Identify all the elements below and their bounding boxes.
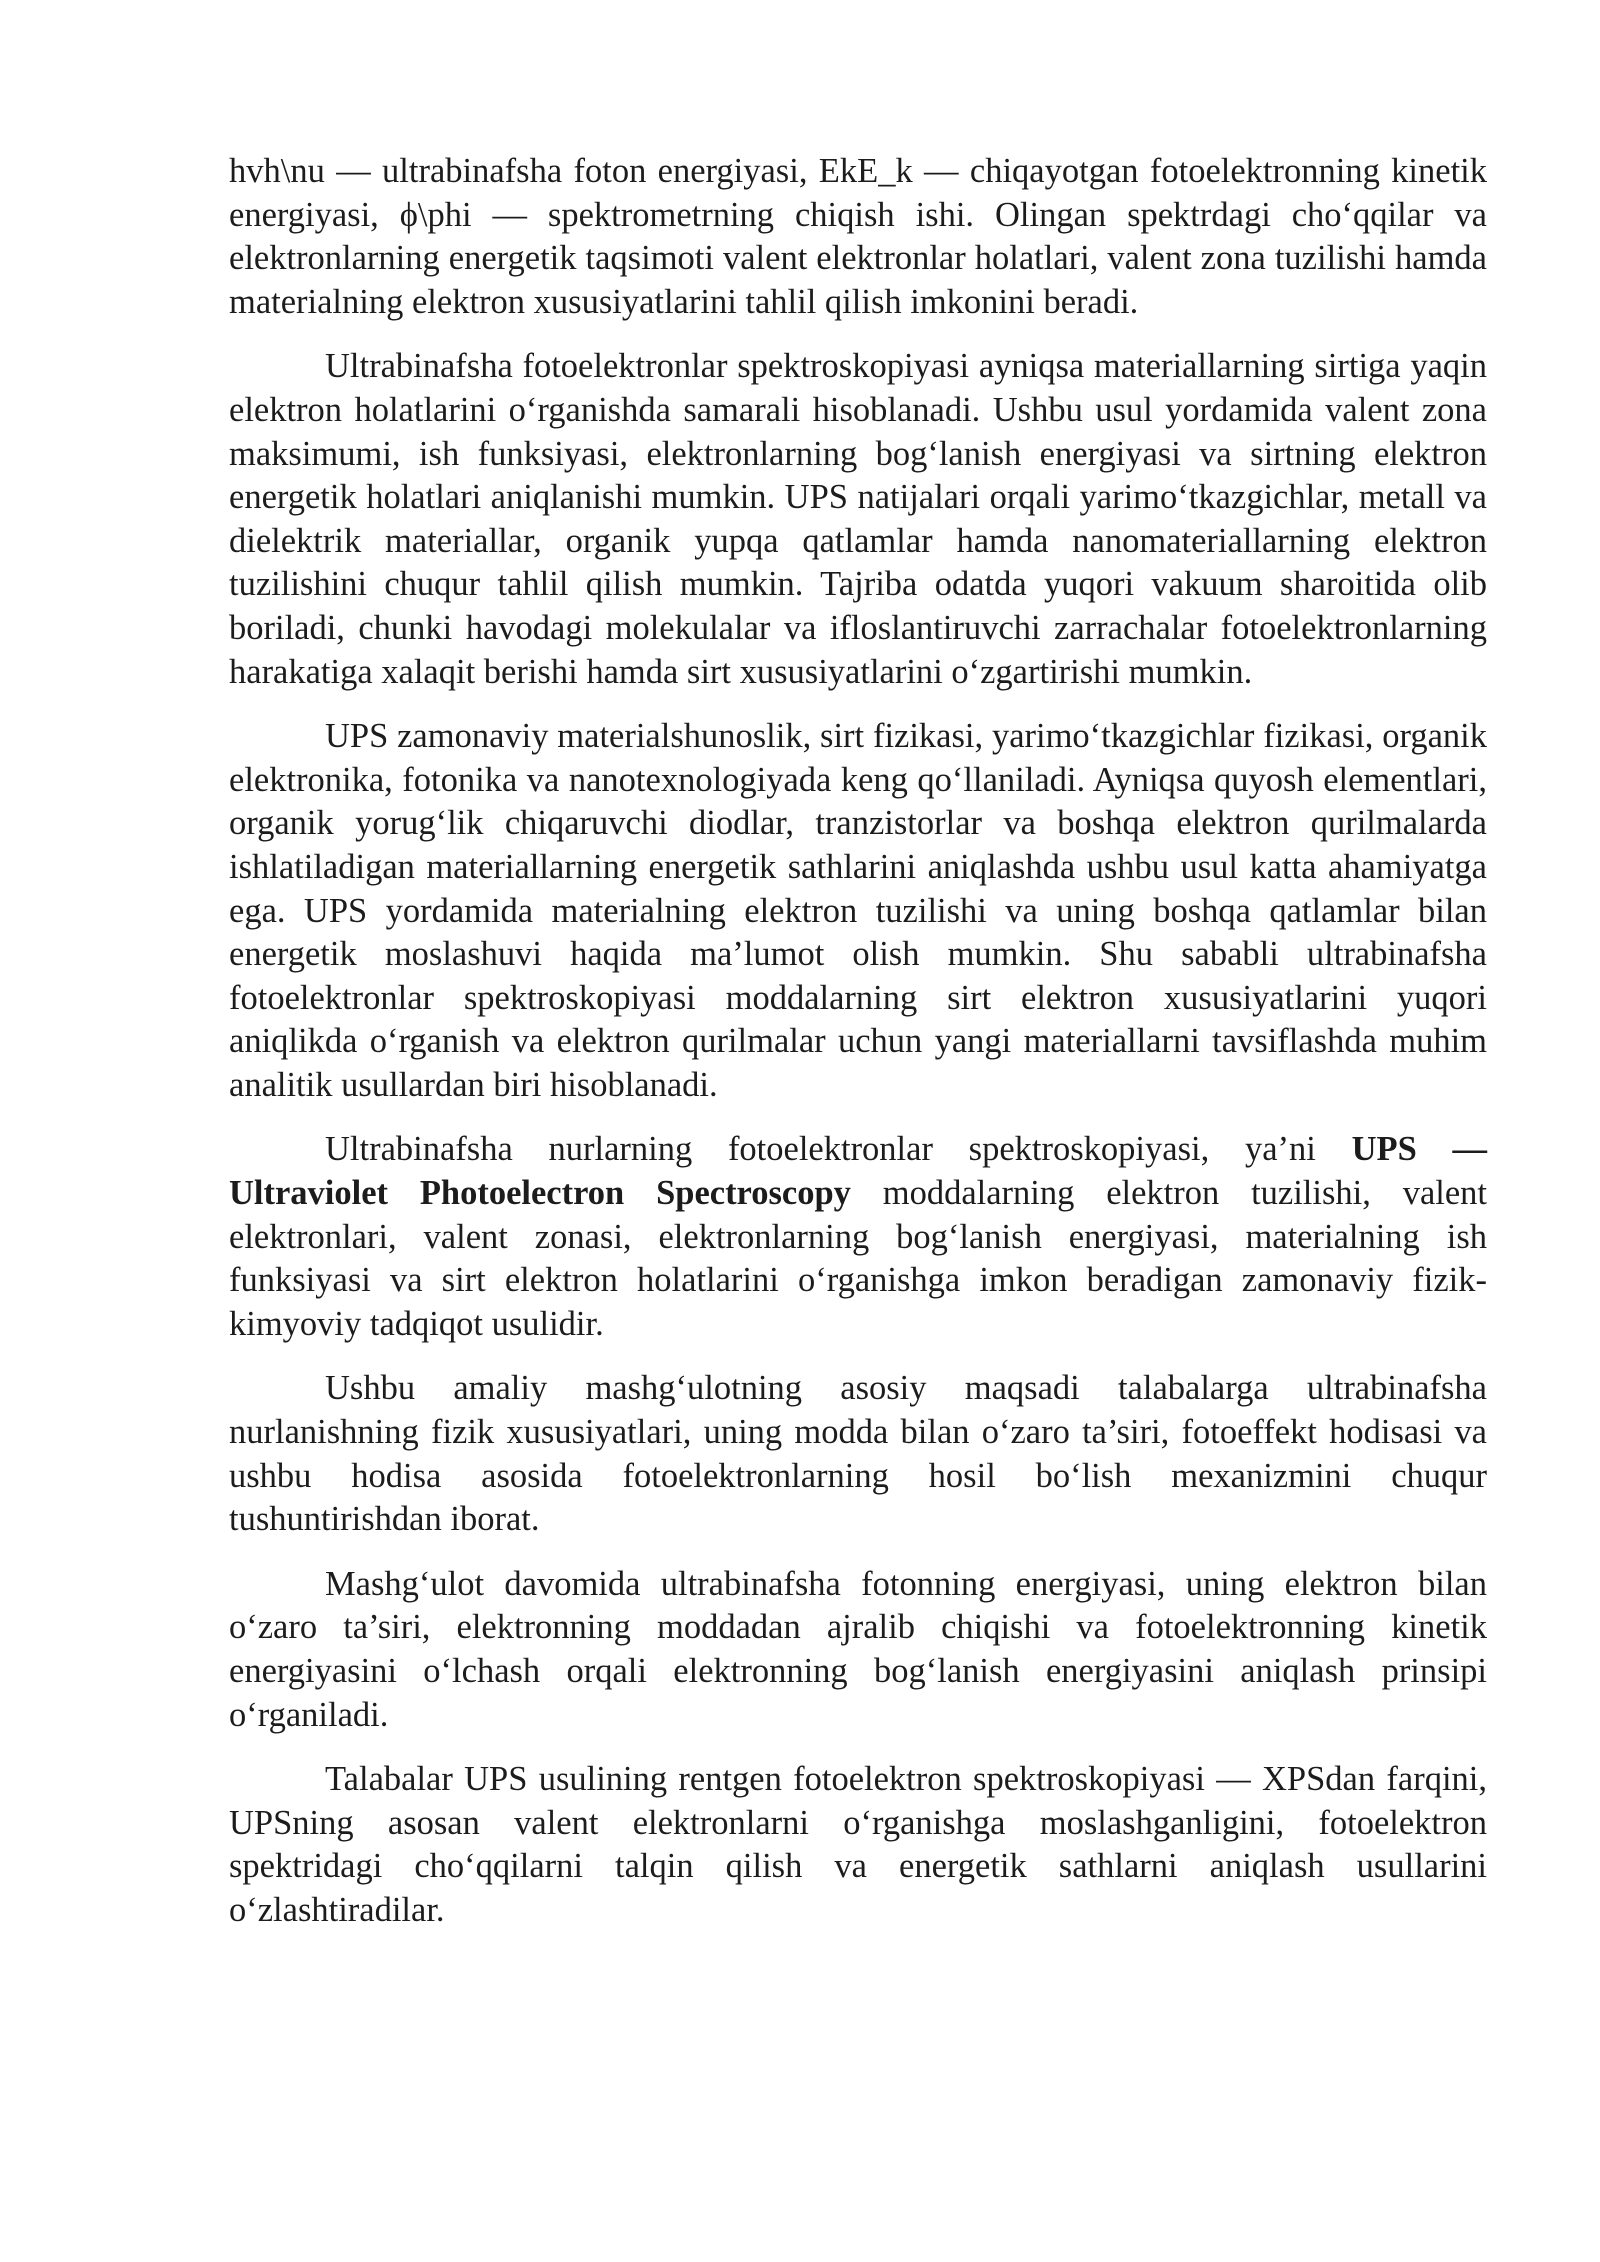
paragraph-4-lead: Ultrabinafsha nurlarning fotoelektronlar spektroskopiyasi, ya’ni <box>325 1130 1352 1169</box>
paragraph-2: Ultrabinafsha fotoelektronlar spektroskopiyasi ayniqsa materiallarning sirtiga yaqin elektron holatlarini o‘rganishda samarali hisoblanadi. Ushbu usul yordamida valent zona maksimumi, ish funksiyasi, elektronlarning bog‘lanish energiyasi va sirtning elektron energetik holatlari aniqlanishi mumkin. UPS natijalari orqali yarimo‘tkazgichlar, metall va dielektrik materiallar, organik yupqa qatlamlar hamda nanomateriallarning elektron tuzilishini chuqur tahlil qilish mumkin. Tajriba odatda yuqori vakuum sharoitida olib boriladi, chunki havodagi molekulalar va ifloslantiruvchi zarrachalar fotoelektronlarning harakatiga xalaqit berishi hamda sirt xususiyatlarini o‘zgartirishi mumkin. <box>229 347 1487 691</box>
paragraph-6: Mashg‘ulot davomida ultrabinafsha fotonning energiyasi, uning elektron bilan o‘zaro ta’siri, elektronning moddadan ajralib chiqishi va fotoelektronning kinetik energiyasini o‘lchash orqali elektronning bog‘lanish energiyasini aniqlash prinsipi o‘rganiladi. <box>229 1564 1487 1734</box>
paragraph-3: UPS zamonaviy materialshunoslik, sirt fizikasi, yarimo‘tkazgichlar fizikasi, organik elektronika, fotonika va nanotexnologiyada keng qo‘llaniladi. Ayniqsa quyosh elementlari, organik yorug‘lik chiqaruvchi diodlar, tranzistorlar va boshqa elektron qurilmalarda ishlatiladigan materiallarning energetik sathlarini aniqlashda ushbu usul katta ahamiyatga ega. UPS yordamida materialning elektron tuzilishi va uning boshqa qatlamlar bilan energetik moslashuvi haqida ma’lumot olish mumkin. Shu sababli ultrabinafsha fotoelektronlar spektroskopiyasi moddalarning sirt elektron xususiyatlarini yuqori aniqlikda o‘rganish va elektron qurilmalar uchun yangi materiallarni tavsiflashda muhim analitik usullardan biri hisoblanadi. <box>229 717 1487 1104</box>
paragraph-1: hvh\nu — ultrabinafsha foton energiyasi, EkE_k — chiqayotgan fotoelektronning kinetik energiyasi, ϕ\phi — spektrometrning chiqish ishi. Olingan spektrdagi cho‘qqilar va elektronlarning energetik taqsimoti valent elektronlar holatlari, valent zona tuzilishi hamda materialning elektron xususiyatlarini tahlil qilish imkonini beradi. <box>229 152 1487 321</box>
paragraph-5: Ushbu amaliy mashg‘ulotning asosiy maqsadi talabalarga ultrabinafsha nurlanishning fizik xususiyatlari, uning modda bilan o‘zaro ta’siri, fotoeffekt hodisasi va ushbu hodisa asosida fotoelektronlarning hosil bo‘lish mexanizmini chuqur tushuntirishdan iborat. <box>229 1369 1487 1539</box>
paragraph-4 <box>229 1128 1487 1346</box>
document-body <box>229 150 1487 1954</box>
paragraph-4-rest: moddalarning elektron tuzilishi, valent elektronlari, valent zonasi, elektronlarning bog‘lanish energiyasi, materialning ish funksiyasi va sirt elektron holatlarini o‘rganishga imkon beradigan zamonaviy fizik-kimyoviy tadqiqot usulidir. <box>229 1174 1487 1343</box>
paragraph-7: Talabalar UPS usulining rentgen fotoelektron spektroskopiyasi — XPSdan farqini, UPSning asosan valent elektronlarni o‘rganishga moslashganligini, fotoelektron spektridagi cho‘qqilarni talqin qilish va energetik sathlarni aniqlash usullarini o‘zlashtiradilar. <box>229 1760 1487 1929</box>
ups-term-bold: UPS — Ultraviolet Photoelectron Spectroscopy <box>229 1130 1487 1213</box>
